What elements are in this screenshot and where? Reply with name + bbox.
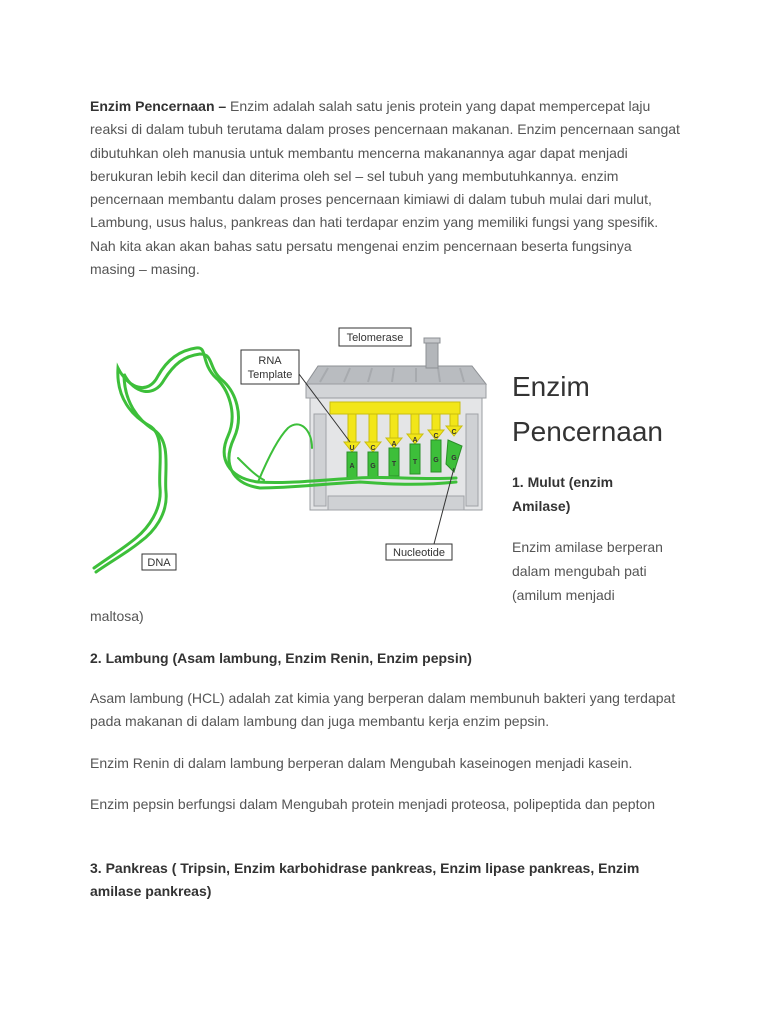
base-top-5: C [433, 433, 439, 440]
side-title [512, 364, 712, 454]
base-bottom-4: T [412, 459, 418, 466]
nucleotide-label-text: Nucleotide [393, 547, 445, 559]
base-top-4: A [412, 437, 418, 444]
hcl-paragraph: Asam lambung (HCL) adalah zat kimia yang berperan dalam membunuh bakteri yang terdapat pada makanan di dalam lambung dan juga membantu kerja enzim pepsin. [90, 690, 676, 730]
intro-lead: Enzim Pencernaan – [90, 98, 227, 114]
telomerase-diagram [88, 318, 496, 580]
base-bottom-1: A [349, 463, 355, 470]
base-top-1: U [349, 445, 355, 452]
base-top-2: C [370, 445, 376, 452]
rna-label-line2: Template [247, 369, 293, 381]
base-bottom-5: G [433, 457, 439, 464]
base-bottom-6: G [451, 455, 457, 462]
dna-label-text: DNA [147, 557, 171, 569]
renin-paragraph: Enzim Renin di dalam lambung berperan dalam Mengubah kaseinogen menjadi kasein. [90, 755, 633, 771]
telomerase-label [339, 328, 411, 346]
mulut-text: Enzim amilase berperan dalam mengubah pati (amilum menjadi [512, 539, 663, 603]
base-top-6: C [451, 429, 457, 436]
mulut-heading: 1. Mulut (enzim Amilase) [512, 474, 614, 514]
base-top-3: A [391, 441, 397, 448]
side-title-line2: Pencernaan [512, 416, 664, 447]
telomerase-label-text: Telomerase [346, 332, 404, 344]
dna-label [142, 554, 176, 570]
lambung-heading: 2. Lambung (Asam lambung, Enzim Renin, Enzim pepsin) [90, 650, 472, 666]
pankreas-heading: 3. Pankreas ( Tripsin, Enzim karbohidrase pankreas, Enzim lipase pankreas, Enzim amilase pankreas) [90, 860, 640, 899]
base-bottom-2: G [370, 463, 376, 470]
intro-paragraph [90, 95, 680, 281]
side-title-line1: Enzim [512, 371, 590, 402]
pepsin-paragraph: Enzim pepsin berfungsi dalam Mengubah protein menjadi proteosa, polipeptida dan pepton [90, 796, 656, 812]
mulut-text-continuation: maltosa) [90, 608, 144, 624]
rna-label-line1: RNA [258, 355, 282, 367]
base-bottom-3: T [391, 461, 397, 468]
intro-text: Enzim adalah salah satu jenis protein yang dapat mempercepat laju reaksi di dalam tubuh terutama dalam proses pencernaan makanan. Enzim pencernaan sangat dibutuhkan oleh manusia untuk membantu mencerna makanannya agar dapat menjadi berukuran lebih kecil dan diterima oleh sel – sel tubuh yang membutuhkannya. enzim pencernaan membantu dalam proses pencernaan kimiawi di dalam tubuh mulai dari mulut, Lambung, usus halus, pankreas dan hati terdapar enzim yang memiliki fungsi yang spesifik. Nah kita akan akan bahas satu persatu mengenai enzim pencernaan beserta fungsinya masing – masing. [90, 98, 680, 278]
